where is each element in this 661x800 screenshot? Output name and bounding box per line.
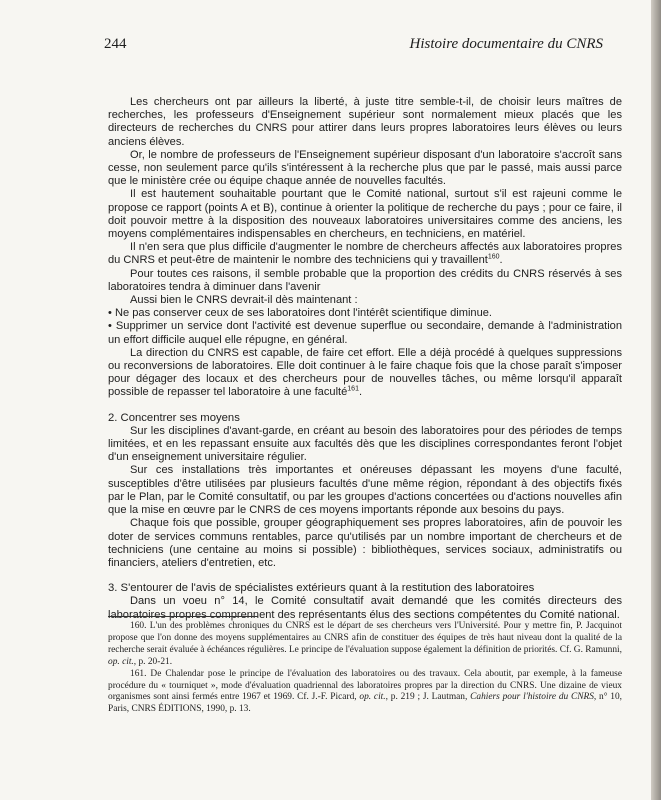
footnote-divider [108,616,258,617]
paragraph: Sur ces installations très importantes et onéreuses dépassant les moyens d'une faculté, susceptibles d'être utilisées par plusieurs facultés d'une même région, répondant à des objectifs fixés par le Plan, par le Comité consultatif, ou par les groupes d'actions concertées ou d'actions nouvelles afin que la mise en œuvre par le CNRS de ces moyens importants réponde aux besoins du pays. [108,464,622,517]
running-title: Histoire documentaire du CNRS [409,36,603,52]
page-edge-shadow [651,0,661,800]
footnote-text: 160. L'un des problèmes chroniques du CNRS est le départ de ses chercheurs vers l'Université. Pour y mettre fin, P. Jacquinot propose que l'on donne des moyens supplémentaires au CNRS afin de constituer des équipes de très haut niveau dont la qualité de la recherche serait évaluée à échéances régulières. Le principe de l'évaluation suppose également la définition de priorités. Cf. G. Ramunni, [108,621,622,655]
footnote-text: , p. 20-21. [133,656,173,667]
paragraph: Sur les disciplines d'avant-garde, en créant au besoin des laboratoires pour des périodes de temps limitées, et en les repassant ensuite aux facultés dès que les disciplines correspondantes feront l'objet d'un enseignement universitaire régulier. [108,424,622,464]
paragraph-end: . [499,254,503,267]
footnote-160 [108,621,622,669]
paragraph: Chaque fois que possible, grouper géographiquement ses propres laboratoires, afin de pouvoir les doter de services communs rentables, parce qu'utilisés par un nombre important de chercheurs et de techniciens (une centaine au moins si possible) : bibliothèques, services sociaux, administratifs ou financiers, ateliers d'entretien, etc. [108,517,622,569]
paragraph-end: . [358,386,363,399]
footnote-italic: op. cit. [108,656,134,667]
body-text [108,96,622,622]
paragraph [108,241,622,267]
footnote-161 [108,669,622,717]
paragraph: Aussi bien le CNRS devrait-il dès maintenant : [130,294,358,307]
paragraph-text: Il n'en sera que plus difficile d'augmenter le nombre de chercheurs affectés aux laboratoires propres du CNRS et peut-être de maintenir le nombre des techniciens qui y travaillent [108,241,622,267]
paragraph: Dans un voeu n° 14, le Comité consultatif avait demandé que les comités directeurs des laboratoires propres comprennent des représentants élus des sections compétentes du Comité national. [108,595,622,621]
footnote-ref-161: 161 [347,385,359,393]
footnote-italic: op. cit. [359,692,386,703]
paragraph-text: La direction du CNRS est capable, de faire cet effort. Elle a déjà procédé à quelques suppressions ou reconversions de laboratoires. Elle doit continuer à le faire chaque fois que la chose paraît s'imposer pour dégager des locaux et des chercheurs pour de nouvelles tâches, ou même lorsqu'il apparaît possible de repasser tel laboratoire à une faculté [108,346,622,399]
paragraph: Les chercheurs ont par ailleurs la liberté, à juste titre semble-t-il, de choisir leurs maîtres de recherches, les professeurs d'Enseignement supérieur sont normalement mieux placés que les directeurs de recherches du CNRS pour attirer dans leurs propres laboratoires leurs élèves ou leurs anciens élèves. [108,96,622,148]
paragraph [108,347,622,400]
page-number: 244 [104,36,127,52]
footnote-text: , n° 10, Paris, CNRS ÉDITIONS, 1990, p. 13. [108,692,623,715]
footnote-text: 161. De Chalendar pose le principe de l'évaluation des laboratoires ou des travaux. Cela aboutit, par exemple, à la fameuse procédure du « tourniquet », mode d'évaluation quadriennal des laboratoires propres par la direction du CNRS. Une dizaine de vieux organismes sont ainsi fermés entre 1967 et 1969. Cf. J.-F. Picard, [108,668,622,703]
footnote-ref-160: 160 [487,253,500,261]
bullet-item: • Supprimer un service dont l'activité est devenue superflue ou secondaire, demande à l'administration un effort difficile auquel elle répugne, en général. [108,320,622,346]
bullet-item: • Ne pas conserver ceux de ses laboratoires dont l'intérêt scientifique diminue. [108,307,493,320]
footnote-italic: Cahiers pour l'histoire du CNRS [470,692,594,703]
section-heading: 3. S'entourer de l'avis de spécialistes extérieurs quant à la restitution des laboratoires [108,582,535,595]
paragraph: Or, le nombre de professeurs de l'Enseignement supérieur disposant d'un laboratoire s'accroît sans cesse, non seulement parce qu'ils s'intéressent à la recherche plus que par le passé, mais aussi parce que le ministère crée ou équipe chaque année de nouvelles facultés. [108,148,622,188]
footnotes [108,621,622,716]
paragraph: Pour toutes ces raisons, il semble probable que la proportion des crédits du CNRS réservés à ses laboratoires tendra à diminuer dans l'avenir [108,267,622,293]
footnote-text: , p. 219 ; J. Lautman, [385,692,471,703]
paragraph: Il est hautement souhaitable pourtant que le Comité national, surtout s'il est rajeuni comme le propose ce rapport (points A et B), continue à orienter la politique de recherche du pays ; pour ce faire, il doit pouvoir mettre à la disposition des nouveaux laboratoires universitaires comme des anciens, les moyens complémentaires indispensables en chercheurs, en techniciens, en matériel. [108,188,622,241]
section-heading: 2. Concentrer ses moyens [108,411,240,424]
